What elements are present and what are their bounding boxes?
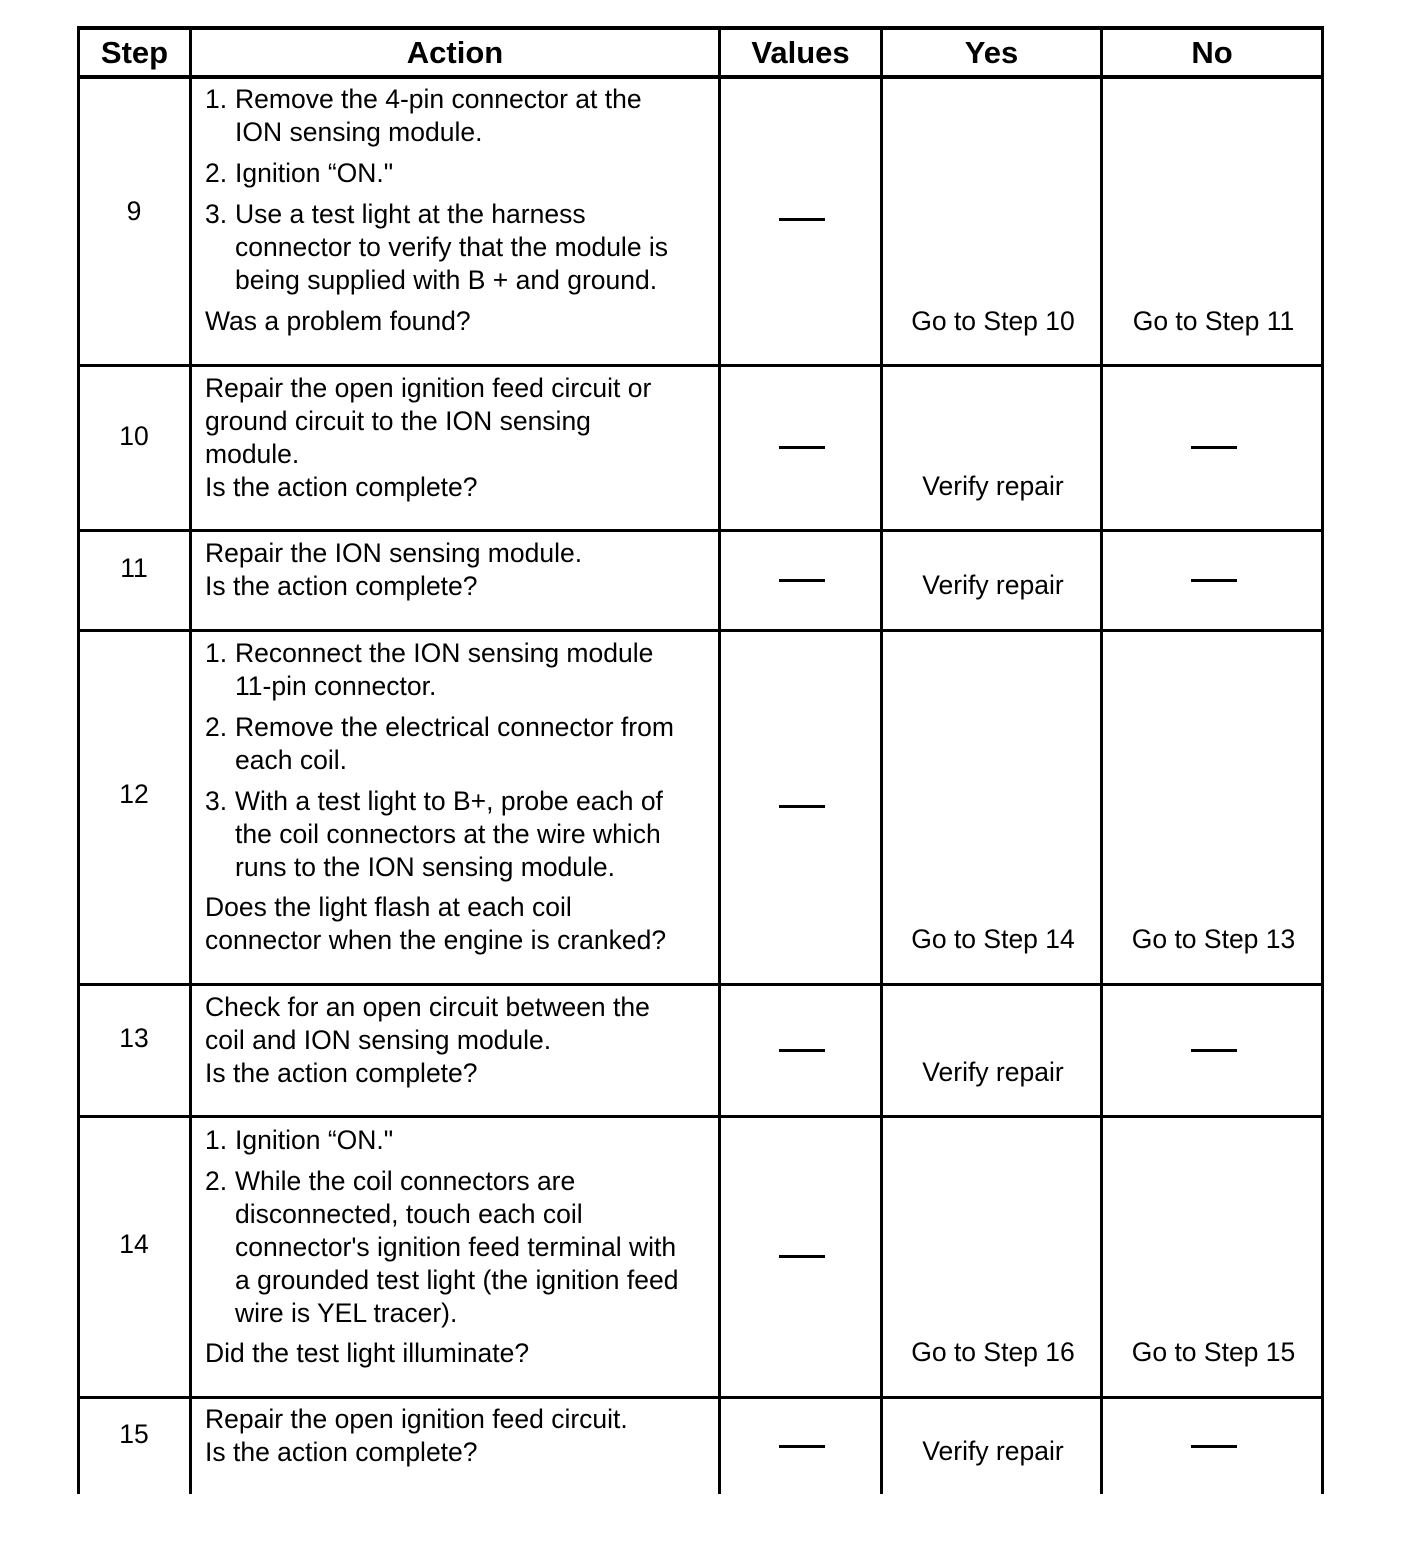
no-dash [1191, 1445, 1237, 1448]
yes-result: Verify repair [922, 471, 1064, 501]
no-result: Go to Step 15 [1131, 1337, 1296, 1367]
step-number: 13 [119, 1023, 149, 1053]
action-text-line: a grounded test light (the ignition feed [235, 1265, 679, 1295]
row-border [77, 983, 1324, 986]
action-step-number: 3. [205, 199, 228, 229]
step-number: 15 [119, 1419, 149, 1449]
action-text-line: being supplied with B + and ground. [235, 265, 658, 295]
step-number: 12 [119, 779, 149, 809]
action-step-text [235, 198, 668, 297]
yes-result: Go to Step 16 [911, 1337, 1075, 1367]
action-step-number: 2. [205, 158, 228, 188]
action-step-number: 1. [205, 1125, 228, 1155]
values-dash [779, 1445, 825, 1448]
action-text-line: Is the action complete? [205, 571, 478, 601]
yes-result: Verify repair [922, 1057, 1064, 1087]
values-dash [779, 1255, 825, 1258]
column-border [718, 26, 721, 1494]
row-border [77, 529, 1324, 532]
values-dash [779, 579, 825, 582]
action-text-line: connector's ignition feed terminal with [235, 1232, 677, 1262]
diagnostic-table [77, 26, 1325, 1494]
values-dash [779, 1049, 825, 1052]
values-dash [779, 218, 825, 221]
action-text-line: ION sensing module. [235, 117, 483, 147]
action-step-text [235, 83, 642, 149]
action-question [205, 991, 650, 1090]
action-step-text [235, 1165, 678, 1330]
action-text-line: Reconnect the ION sensing module [235, 638, 654, 668]
step-number: 10 [119, 421, 149, 451]
action-text-line: While the coil connectors are [235, 1166, 576, 1196]
action-text-line: Does the light flash at each coil [205, 892, 572, 922]
header-no: No [1191, 35, 1233, 70]
row-border [77, 629, 1324, 632]
row-border [77, 364, 1324, 367]
header-values: Values [751, 35, 850, 70]
action-question [205, 1403, 628, 1469]
action-text-line: Repair the open ignition feed circuit. [205, 1404, 628, 1434]
action-text-line: disconnected, touch each coil [235, 1199, 583, 1229]
step-number: 11 [120, 553, 148, 583]
action-text-line: Check for an open circuit between the [205, 992, 650, 1022]
no-dash [1191, 1049, 1237, 1052]
yes-result: Verify repair [922, 1436, 1064, 1466]
action-text-line: wire is YEL tracer). [235, 1298, 458, 1328]
header-action: Action [406, 35, 504, 70]
step-number: 14 [119, 1229, 149, 1259]
no-result: Go to Step 13 [1131, 924, 1296, 954]
action-text-line: Repair the open ignition feed circuit or [205, 373, 652, 403]
no-dash [1191, 446, 1237, 449]
step-number: 9 [126, 196, 142, 226]
action-step-text [235, 785, 663, 884]
action-text-line: connector to verify that the module is [235, 232, 669, 262]
action-text-line: Was a problem found? [205, 306, 471, 336]
action-text-line: Remove the 4-pin connector at the [235, 84, 642, 114]
action-question [205, 1337, 529, 1370]
action-step-number: 2. [205, 712, 228, 742]
action-text-line: module. [205, 439, 300, 469]
action-text-line: Did the test light illuminate? [205, 1338, 530, 1368]
header-yes: Yes [964, 35, 1019, 70]
values-dash [779, 446, 825, 449]
action-question [205, 537, 582, 603]
column-border [77, 26, 80, 1494]
action-text-line: each coil. [235, 745, 347, 775]
yes-result: Go to Step 14 [911, 924, 1075, 954]
yes-result: Verify repair [922, 570, 1064, 600]
action-step-text [235, 711, 674, 777]
action-step-number: 3. [205, 786, 228, 816]
action-text-line: With a test light to B+, probe each of [235, 786, 663, 816]
row-border [77, 1396, 1324, 1399]
action-step-text [235, 1124, 393, 1157]
action-text-line: Remove the electrical connector from [235, 712, 674, 742]
action-step-number: 1. [205, 84, 228, 114]
header-step: Step [100, 35, 169, 70]
action-text-line: Ignition “ON." [235, 158, 394, 188]
yes-result: Go to Step 10 [911, 306, 1075, 336]
action-step-text [235, 637, 653, 703]
column-border [880, 26, 883, 1494]
action-text-line: Repair the ION sensing module. [205, 538, 583, 568]
action-step-number: 2. [205, 1166, 228, 1196]
action-text-line: runs to the ION sensing module. [235, 852, 616, 882]
action-question [205, 891, 666, 957]
action-step-text [235, 157, 393, 190]
column-border [189, 26, 192, 1494]
no-dash [1191, 579, 1237, 582]
action-question [205, 305, 471, 338]
row-border [77, 1115, 1324, 1118]
action-text-line: Is the action complete? [205, 1437, 478, 1467]
action-step-number: 1. [205, 638, 228, 668]
action-text-line: Is the action complete? [205, 472, 478, 502]
action-text-line: connector when the engine is cranked? [205, 925, 667, 955]
action-text-line: ground circuit to the ION sensing [205, 406, 591, 436]
action-text-line: the coil connectors at the wire which [235, 819, 661, 849]
column-border [1321, 26, 1324, 1494]
column-border [1100, 26, 1103, 1494]
action-text-line: Ignition “ON." [235, 1125, 394, 1155]
action-text-line: Use a test light at the harness [235, 199, 586, 229]
action-text-line: coil and ION sensing module. [205, 1025, 552, 1055]
action-text-line: 11-pin connector. [235, 671, 437, 701]
action-question [205, 372, 651, 504]
no-result: Go to Step 11 [1132, 306, 1295, 336]
action-text-line: Is the action complete? [205, 1058, 478, 1088]
values-dash [779, 805, 825, 808]
